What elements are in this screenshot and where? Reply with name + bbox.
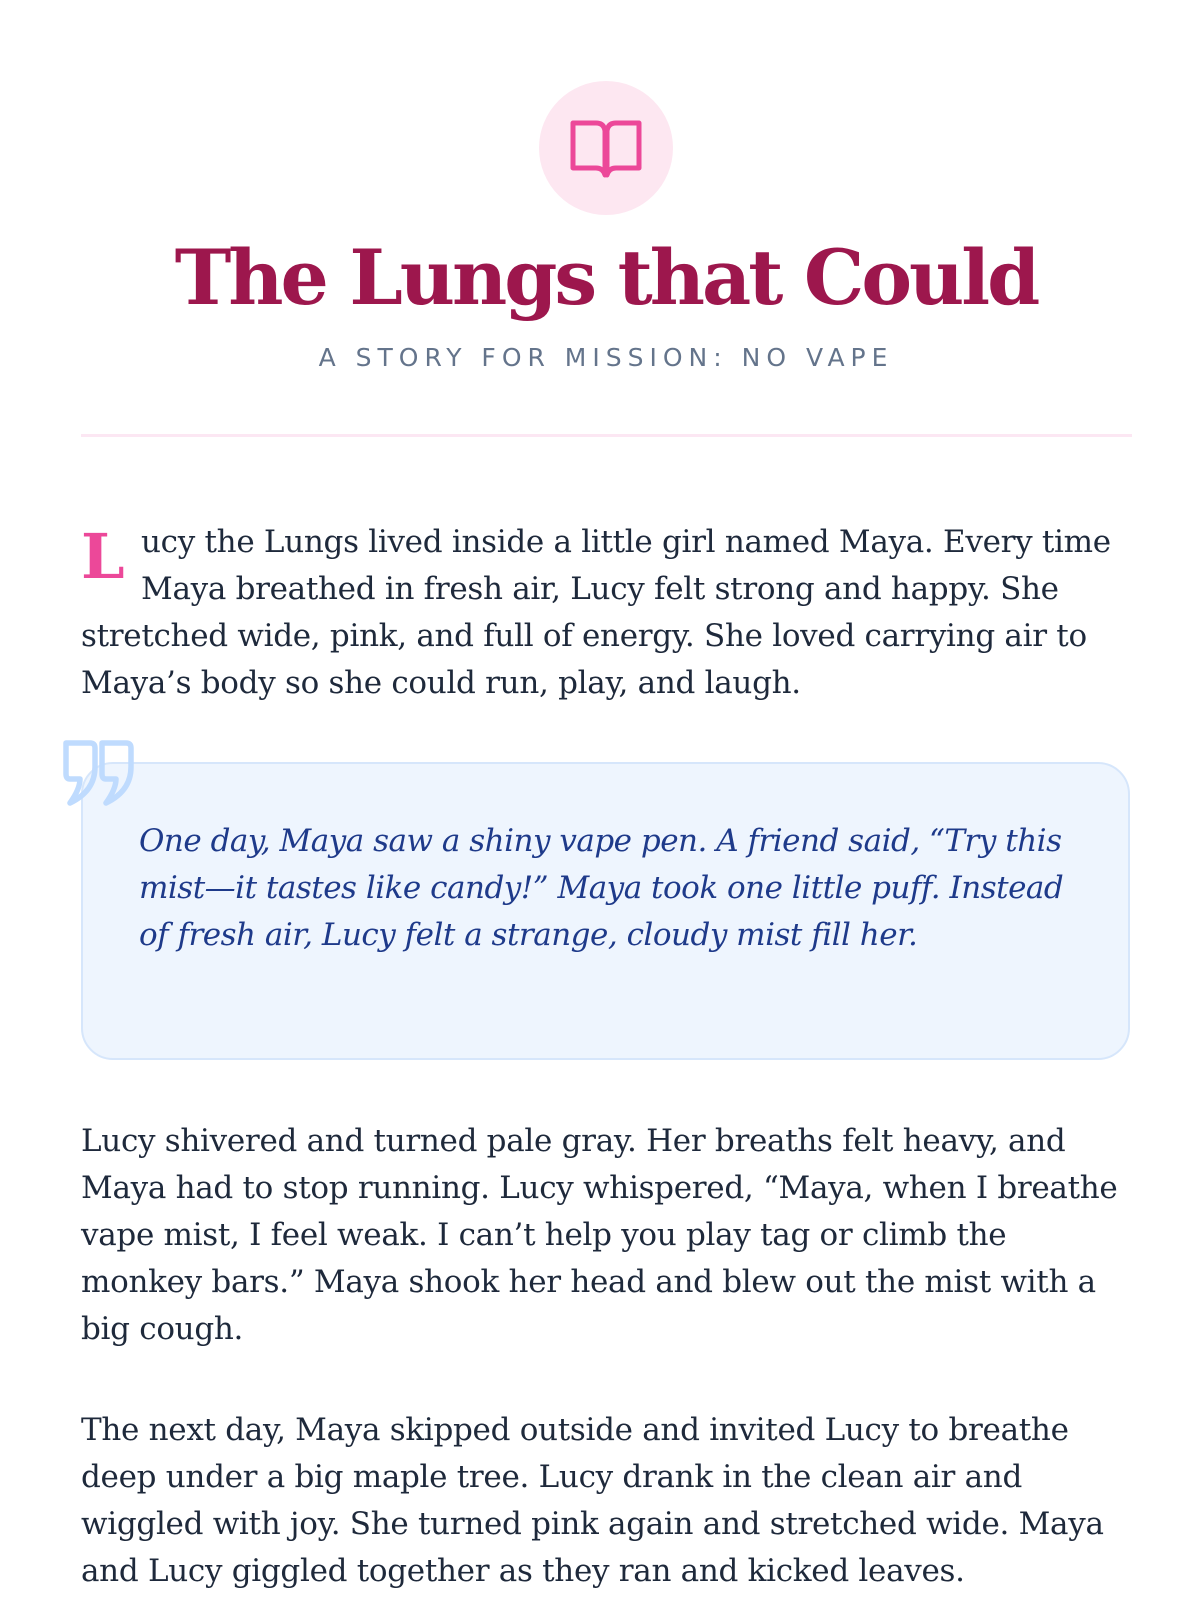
story-subtitle: A STORY FOR MISSION: NO VAPE — [318, 343, 894, 372]
header-divider — [81, 434, 1132, 437]
story-paragraph-3: The next day, Maya skipped outside and invited Lucy to breathe deep under a big maple tree. Lucy drank in the clean air and wiggled with joy. She turned pink again and stretched wide. Maya and Lucy giggled together as they ran and kicked leaves. — [81, 1412, 1104, 1589]
book-badge — [539, 81, 673, 215]
open-book-icon — [567, 109, 645, 187]
story-title: The Lungs that Could — [174, 233, 1038, 322]
drop-cap: L — [81, 520, 125, 593]
intro-paragraph — [81, 519, 1132, 707]
story-paragraph-2: Lucy shivered and turned pale gray. Her breaths felt heavy, and Maya had to stop running. Lucy whispered, “Maya, when I breathe vape mist, I feel weak. I can’t help you play tag or climb the monkey bars.” Maya shook her head and blew out the mist with a big cough. — [81, 1123, 1118, 1347]
intro-text: ucy the Lungs lived inside a little girl named Maya. Every time Maya breathed in fresh air, Lucy felt strong and happy. She stretched wide, pink, and full of energy. She loved carrying air to Maya’s body so she could run, play, and laugh. — [81, 524, 1111, 701]
quote-mark-icon — [62, 737, 134, 809]
quote-text: One day, Maya saw a shiny vape pen. A friend said, “Try this mist—it tastes like candy!” Maya took one little puff. Instead of fresh air, Lucy felt a strange, cloudy mist fill her. — [139, 823, 1064, 953]
